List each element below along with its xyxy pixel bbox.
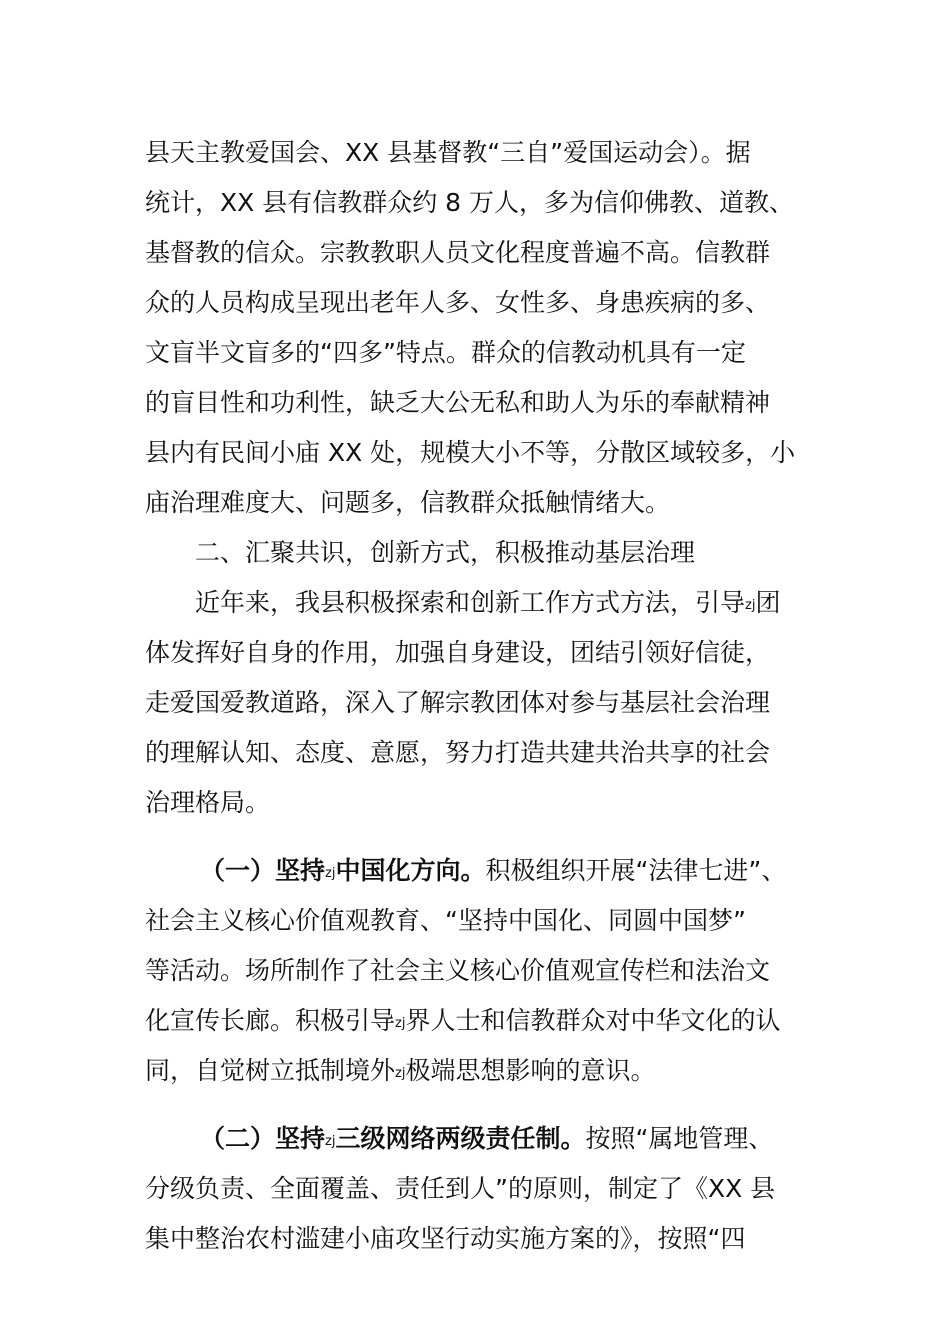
text-line (145, 1046, 817, 1096)
text-line: 文盲半文盲多的“四多”特点。群众的信教动机具有一定 (145, 338, 746, 367)
text-line: 等活动。场所制作了社会主义核心价值观宣传栏和法治文 (145, 956, 771, 985)
text-line (145, 996, 817, 1046)
text-span: 界人士和信教群众对中华文化的认 (405, 1006, 781, 1035)
text-span: 近年来，我县积极探索和创新工作方式方法，引导 (195, 588, 746, 617)
small-text: zj (325, 1134, 336, 1149)
text-line (145, 846, 817, 896)
text-line: 县天主教爱国会、XX 县基督教“三自”爱国运动会）。据 (145, 138, 751, 167)
small-text: zj (325, 866, 336, 881)
text-line: 治理格局。 (145, 788, 271, 817)
text-span: 团 (755, 588, 781, 617)
small-text: zj (395, 1066, 406, 1081)
text-line: 走爱国爱教道路，深入了解宗教团体对参与基层社会治理 (145, 688, 771, 717)
text-line: 庙治理难度大、问题多，信教群众抵触情绪大。 (145, 488, 671, 517)
section-heading: 二、汇聚共识，创新方式，积极推动基层治理 (195, 538, 696, 567)
subheading-text: （二）坚持 (200, 1124, 326, 1153)
text-line: 社会主义核心价值观教育、“坚持中国化、同圆中国梦” (145, 906, 746, 935)
text-line: 集中整治农村滥建小庙攻坚行动实施方案的》，按照“四 (145, 1224, 746, 1253)
text-span: 积极组织开展“法律七进”、 (485, 856, 787, 885)
small-text: zj (745, 598, 756, 613)
text-span: 极端思想影响的意识。 (405, 1056, 656, 1085)
text-line: 县内有民间小庙 XX 处，规模大小不等，分散区域较多，小 (145, 438, 796, 467)
small-text: zj (395, 1016, 406, 1031)
text-span: 同，自觉树立抵制境外 (145, 1056, 396, 1085)
text-line: 的盲目性和功利性，缺乏大公无私和助人为乐的奉献精神 (145, 388, 771, 417)
text-line (145, 578, 817, 628)
subheading-text: 中国化方向。 (335, 856, 486, 885)
text-span: 化宣传长廊。积极引导 (145, 1006, 396, 1035)
subheading-text: （一）坚持 (200, 856, 326, 885)
body-text (145, 128, 817, 1264)
text-line (145, 1114, 817, 1164)
text-line: 体发挥好自身的作用，加强自身建设，团结引领好信徒， (145, 638, 771, 667)
subheading-text: 三级网络两级责任制。 (335, 1124, 586, 1153)
text-span: 按照“属地管理、 (585, 1124, 774, 1153)
text-line: 分级负责、全面覆盖、责任到人”的原则，制定了《XX 县 (145, 1174, 776, 1203)
text-line: 基督教的信众。宗教教职人员文化程度普遍不高。信教群 (145, 238, 771, 267)
text-line: 的理解认知、态度、意愿，努力打造共建共治共享的社会 (145, 738, 771, 767)
text-line: 统计，XX 县有信教群众约 8 万人，多为信仰佛教、道教、 (145, 188, 795, 217)
text-line: 众的人员构成呈现出老年人多、女性多、身患疾病的多、 (145, 288, 771, 317)
